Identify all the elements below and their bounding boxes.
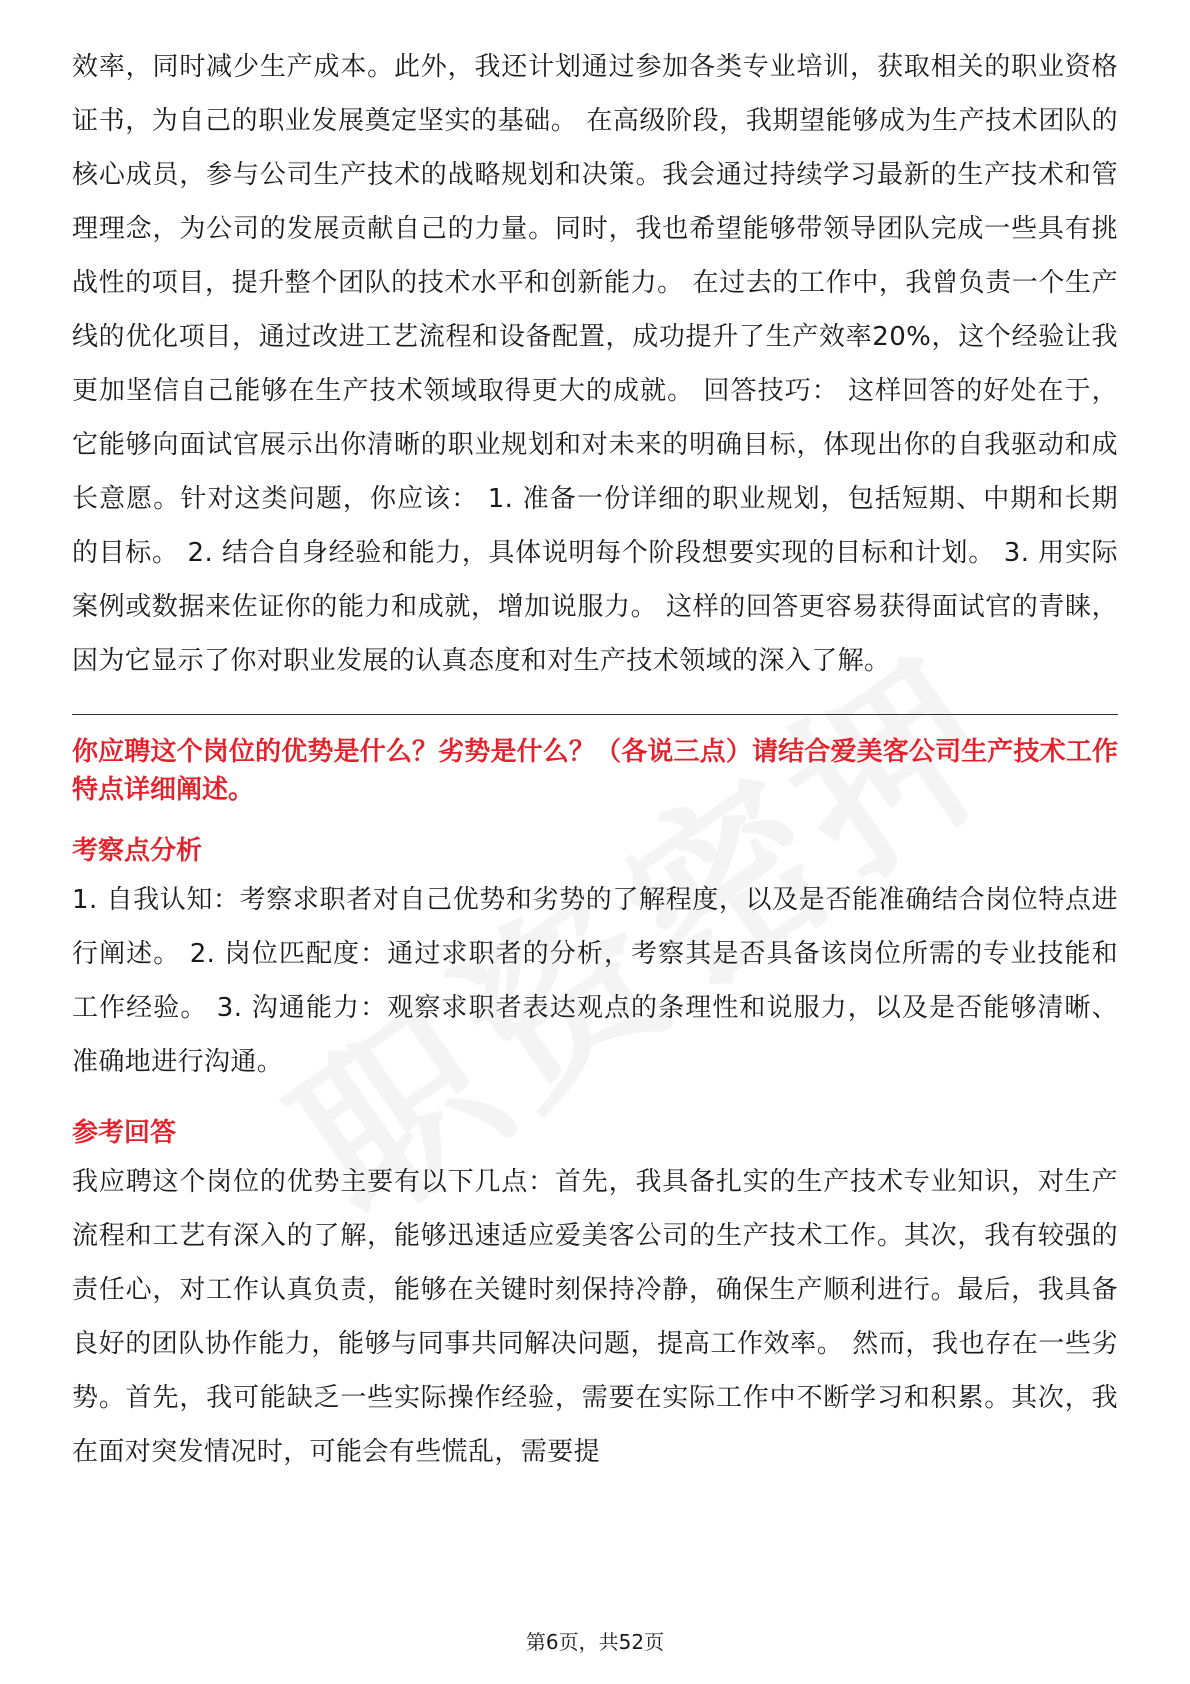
question-heading: 你应聘这个岗位的优势是什么？劣势是什么？（各说三点）请结合爱美客公司生产技术工作特点详细阐述。 xyxy=(72,737,1118,805)
page-number: 第6页，共52页 xyxy=(525,1630,665,1654)
reference-title: 参考回答 xyxy=(72,1118,177,1148)
document-page xyxy=(72,40,1118,1479)
section-divider xyxy=(72,714,1118,715)
analysis-title: 考察点分析 xyxy=(72,836,203,866)
intro-paragraph: 效率，同时减少生产成本。此外，我还计划通过参加各类专业培训，获取相关的职业资格证书，为自己的职业发展奠定坚实的基础。 在高级阶段，我期望能够成为生产技术团队的核心成员，参与公司生产技术的战略规划和决策。我会通过持续学习最新的生产技术和管理理念，为公司的发展贡献自己的力量。同时，我也希望能够带领导团队完成一些具有挑战性的项目，提升整个团队的技术水平和创新能力。 在过去的工作中，我曾负责一个生产线的优化项目，通过改进工艺流程和设备配置，成功提升了生产效率20%，这个经验让我更加坚信自己能够在生产技术领域取得更大的成就。 回答技巧： 这样回答的好处在于，它能够向面试官展示出你清晰的职业规划和对未来的明确目标，体现出你的自我驱动和成长意愿。针对这类问题，你应该： 1. 准备一份详细的职业规划，包括短期、中期和长期的目标。 2. 结合自身经验和能力，具体说明每个阶段想要实现的目标和计划。 3. 用实际案例或数据来佐证你的能力和成就，增加说服力。 这样的回答更容易获得面试官的青睐，因为它显示了你对职业发展的认真态度和对生产技术领域的深入了解。 xyxy=(72,52,1118,676)
reference-body: 我应聘这个岗位的优势主要有以下几点：首先，我具备扎实的生产技术专业知识，对生产流程和工艺有深入的了解，能够迅速适应爱美客公司的生产技术工作。其次，我有较强的责任心，对工作认真负责，能够在关键时刻保持冷静，确保生产顺利进行。最后，我具备良好的团队协作能力，能够与同事共同解决问题，提高工作效率。 然而，我也存在一些劣势。首先，我可能缺乏一些实际操作经验，需要在实际工作中不断学习和积累。其次，我在面对突发情况时，可能会有些慌乱，需要提 xyxy=(72,1167,1118,1467)
analysis-body: 1. 自我认知：考察求职者对自己优势和劣势的了解程度，以及是否能准确结合岗位特点进行阐述。 2. 岗位匹配度：通过求职者的分析，考察其是否具备该岗位所需的专业技能和工作经验。 3. 沟通能力：观察求职者表达观点的条理性和说服力，以及是否能够清晰、准确地进行沟通。 xyxy=(72,885,1118,1077)
